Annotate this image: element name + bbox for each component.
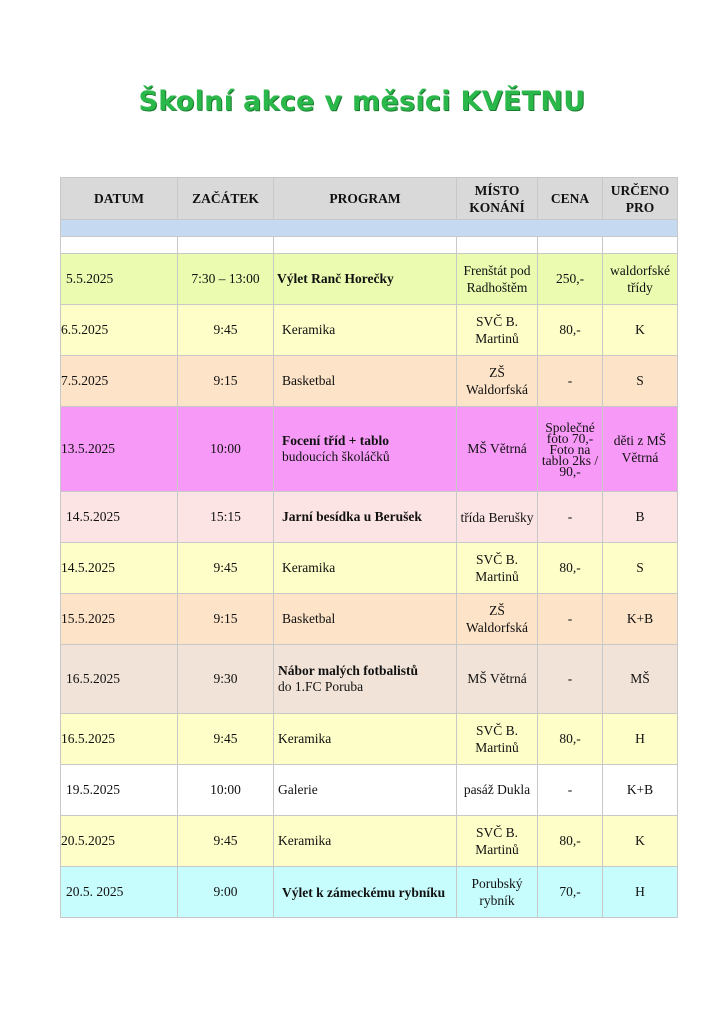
table-row bbox=[61, 714, 678, 765]
cell-program bbox=[274, 407, 457, 492]
cell-cena: - bbox=[538, 492, 603, 543]
cell-misto: pasáž Dukla bbox=[457, 765, 538, 816]
cell-program bbox=[274, 645, 457, 714]
cell-program: Keramika bbox=[274, 543, 457, 594]
cell-urceno: K bbox=[603, 305, 678, 356]
table-row bbox=[61, 816, 678, 867]
cell-misto: Frenštát pod Radhoštěm bbox=[457, 254, 538, 305]
cell-urceno: K bbox=[603, 816, 678, 867]
cell-program: Basketbal bbox=[274, 356, 457, 407]
cell-misto: ZŠ Waldorfská bbox=[457, 356, 538, 407]
cell-zacatek: 15:15 bbox=[178, 492, 274, 543]
cell-cena: 80,- bbox=[538, 816, 603, 867]
cell-program: Jarní besídka u Berušek bbox=[274, 492, 457, 543]
cell-datum: 14.5.2025 bbox=[61, 543, 178, 594]
header-program: PROGRAM bbox=[274, 178, 457, 220]
cell-urceno: S bbox=[603, 543, 678, 594]
spacer-row bbox=[61, 220, 678, 237]
cell-zacatek: 9:00 bbox=[178, 867, 274, 918]
cell-urceno: K+B bbox=[603, 765, 678, 816]
cell-zacatek: 9:45 bbox=[178, 305, 274, 356]
cell-datum: 5.5.2025 bbox=[61, 254, 178, 305]
table-row bbox=[61, 765, 678, 816]
cell-program: Galerie bbox=[274, 765, 457, 816]
empty-row bbox=[61, 237, 678, 254]
cell-misto: třída Berušky bbox=[457, 492, 538, 543]
cell-program: Keramika bbox=[274, 305, 457, 356]
cell-urceno: H bbox=[603, 714, 678, 765]
table-row bbox=[61, 594, 678, 645]
header-datum: DATUM bbox=[61, 178, 178, 220]
events-table bbox=[60, 177, 678, 918]
cell-zacatek: 9:15 bbox=[178, 356, 274, 407]
program-line-2: do 1.FC Poruba bbox=[278, 679, 364, 694]
program-line-1: Focení tříd + tablo bbox=[282, 433, 390, 448]
cell-datum: 20.5.2025 bbox=[61, 816, 178, 867]
cell-urceno: děti z MŠ Větrná bbox=[603, 407, 678, 492]
cell-cena: - bbox=[538, 356, 603, 407]
cell-misto: MŠ Větrná bbox=[457, 407, 538, 492]
cell-program: Výlet k zámeckému rybníku bbox=[274, 867, 457, 918]
cell-zacatek: 10:00 bbox=[178, 765, 274, 816]
cell-urceno: MŠ bbox=[603, 645, 678, 714]
table-row bbox=[61, 356, 678, 407]
cell-cena: 250,- bbox=[538, 254, 603, 305]
cell-urceno: waldorfské třídy bbox=[603, 254, 678, 305]
header-row bbox=[61, 178, 678, 220]
cell-datum: 16.5.2025 bbox=[61, 714, 178, 765]
cell-zacatek: 9:30 bbox=[178, 645, 274, 714]
cell-zacatek: 9:45 bbox=[178, 543, 274, 594]
cell-datum: 6.5.2025 bbox=[61, 305, 178, 356]
table-row bbox=[61, 407, 678, 492]
table-row bbox=[61, 492, 678, 543]
cell-misto: MŠ Větrná bbox=[457, 645, 538, 714]
cell-datum: 19.5.2025 bbox=[61, 765, 178, 816]
cell-cena: 70,- bbox=[538, 867, 603, 918]
cell-program: Basketbal bbox=[274, 594, 457, 645]
cell-datum: 15.5.2025 bbox=[61, 594, 178, 645]
cell-cena: - bbox=[538, 594, 603, 645]
cell-misto: SVČ B. Martinů bbox=[457, 543, 538, 594]
cell-datum: 13.5.2025 bbox=[61, 407, 178, 492]
cell-cena: Společné foto 70,- Foto na tablo 2ks / 90,- bbox=[538, 407, 603, 492]
header-misto: MÍSTO KONÁNÍ bbox=[457, 178, 538, 220]
table-row bbox=[61, 867, 678, 918]
cell-cena: - bbox=[538, 765, 603, 816]
header-cena: CENA bbox=[538, 178, 603, 220]
cell-urceno: S bbox=[603, 356, 678, 407]
cell-zacatek: 7:30 – 13:00 bbox=[178, 254, 274, 305]
cell-misto: SVČ B. Martinů bbox=[457, 305, 538, 356]
table-row bbox=[61, 254, 678, 305]
cell-cena: 80,- bbox=[538, 543, 603, 594]
program-line-1: Nábor malých fotbalistů bbox=[278, 663, 419, 678]
cell-datum: 20.5. 2025 bbox=[61, 867, 178, 918]
cell-datum: 7.5.2025 bbox=[61, 356, 178, 407]
cell-zacatek: 9:45 bbox=[178, 816, 274, 867]
cell-cena: 80,- bbox=[538, 305, 603, 356]
cell-urceno: H bbox=[603, 867, 678, 918]
cell-datum: 14.5.2025 bbox=[61, 492, 178, 543]
cell-cena: - bbox=[538, 645, 603, 714]
table-row bbox=[61, 543, 678, 594]
cell-zacatek: 9:15 bbox=[178, 594, 274, 645]
cell-misto: SVČ B. Martinů bbox=[457, 714, 538, 765]
cell-program: Keramika bbox=[274, 816, 457, 867]
table-row bbox=[61, 305, 678, 356]
header-zacatek: ZAČÁTEK bbox=[178, 178, 274, 220]
program-line-2: budoucích školáčků bbox=[282, 449, 390, 464]
cell-cena: 80,- bbox=[538, 714, 603, 765]
table-row bbox=[61, 645, 678, 714]
cell-zacatek: 9:45 bbox=[178, 714, 274, 765]
cell-urceno: B bbox=[603, 492, 678, 543]
cell-misto: ZŠ Waldorfská bbox=[457, 594, 538, 645]
cell-misto: SVČ B. Martinů bbox=[457, 816, 538, 867]
cell-datum: 16.5.2025 bbox=[61, 645, 178, 714]
cell-zacatek: 10:00 bbox=[178, 407, 274, 492]
cell-urceno: K+B bbox=[603, 594, 678, 645]
page-title: Školní akce v měsíci KVĚTNU bbox=[138, 86, 586, 117]
cell-program: Výlet Ranč Horečky bbox=[274, 254, 457, 305]
header-urceno: URČENO PRO bbox=[603, 178, 678, 220]
cell-misto: Porubský rybník bbox=[457, 867, 538, 918]
cell-program: Keramika bbox=[274, 714, 457, 765]
